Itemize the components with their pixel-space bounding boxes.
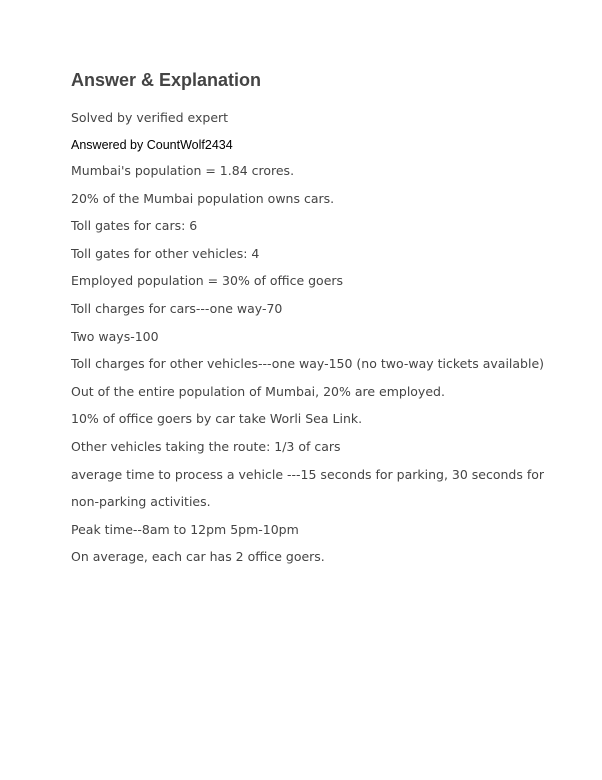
explanation-line: 20% of the Mumbai population owns cars.: [71, 190, 335, 206]
explanation-line: Employed population = 30% of office goers: [71, 273, 344, 289]
explanation-line: Toll gates for other vehicles: 4: [71, 245, 260, 261]
explanation-body: [71, 157, 544, 571]
answered-by-label: Answered by CountWolf2434: [71, 138, 233, 152]
explanation-line: On average, each car has 2 office goers.: [71, 549, 325, 565]
explanation-line: average time to process a vehicle ---15 seconds for parking, 30 seconds for: [71, 466, 545, 482]
explanation-line: Out of the entire population of Mumbai, 20% are employed.: [71, 383, 445, 399]
explanation-line: Two ways-100: [71, 328, 159, 344]
explanation-line: Mumbai's population = 1.84 crores.: [71, 163, 295, 178]
verified-expert-label: Solved by verified expert: [71, 110, 229, 125]
explanation-line: Toll charges for cars---one way-70: [71, 300, 283, 316]
explanation-line: Other vehicles taking the route: 1/3 of cars: [71, 438, 341, 454]
page-title: Answer & Explanation: [71, 70, 262, 90]
explanation-line: Toll gates for cars: 6: [71, 218, 198, 234]
explanation-line: Toll charges for other vehicles---one way-150 (no two-way tickets available): [71, 356, 545, 372]
explanation-line: non-parking activities.: [71, 494, 211, 510]
explanation-line: 10% of office goers by car take Worli Sea Link.: [71, 411, 363, 427]
explanation-line: Peak time--8am to 12pm 5pm-10pm: [71, 521, 299, 537]
